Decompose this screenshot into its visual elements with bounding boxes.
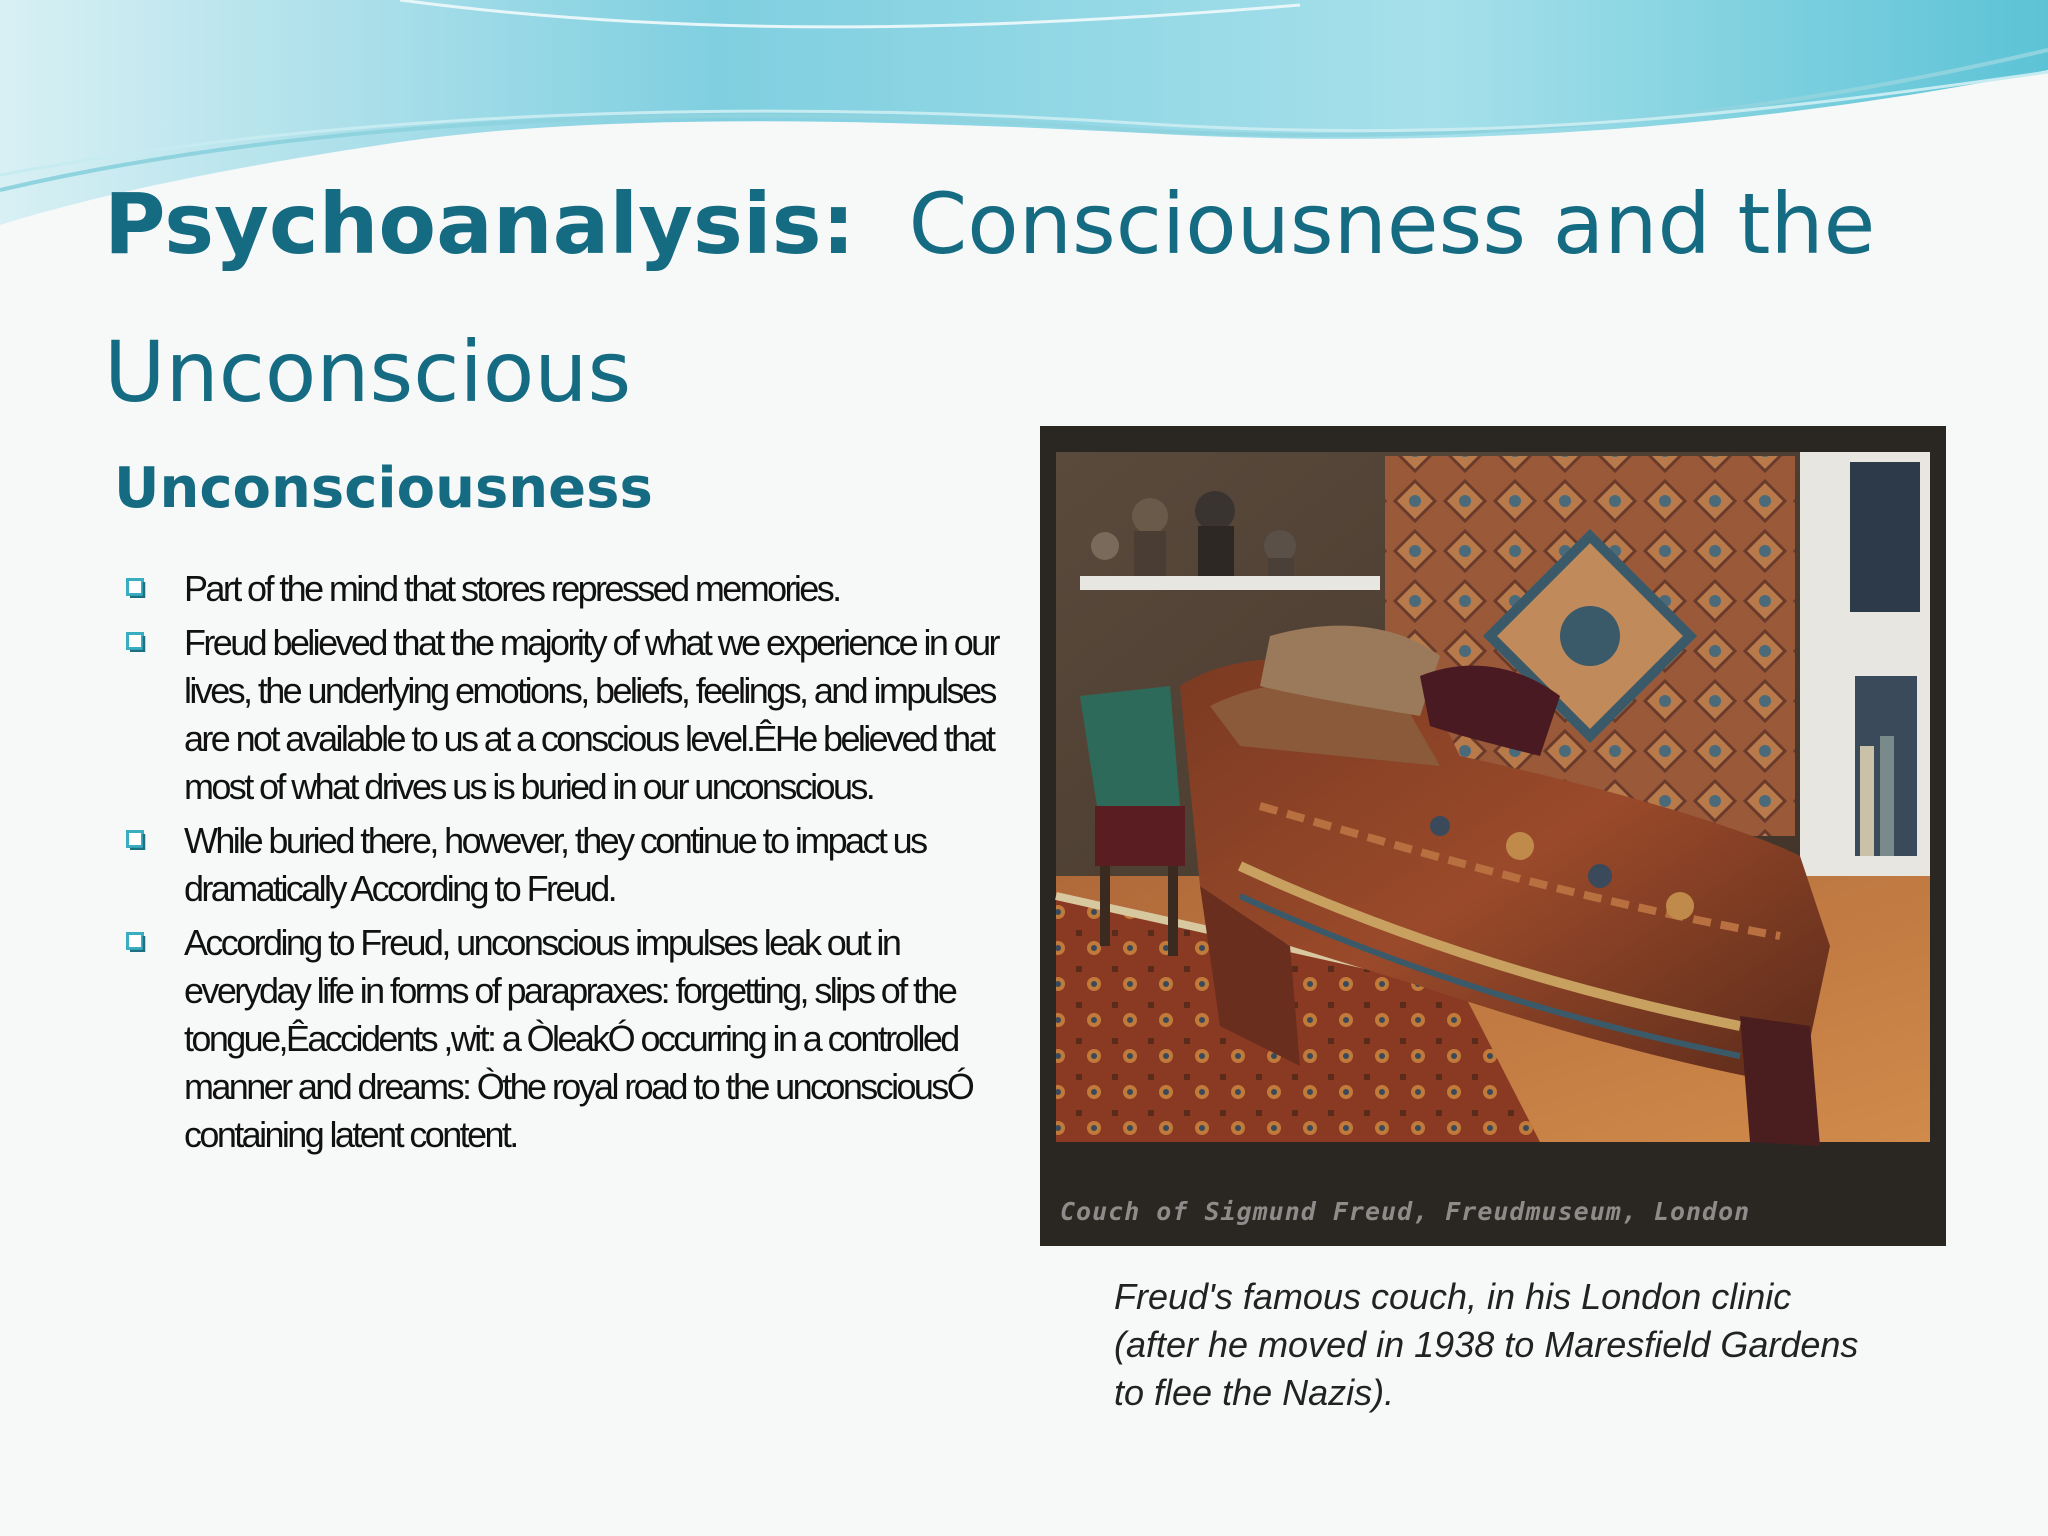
- bullet-text: While buried there, however, they continue to impact us dramatically According to Freud.: [184, 820, 926, 909]
- slide-title: [104, 150, 1904, 446]
- bullet-text: Part of the mind that stores repressed memories.: [184, 568, 840, 609]
- photo-overlay-caption: Couch of Sigmund Freud, Freudmuseum, London: [1060, 1197, 1751, 1226]
- bullet-text: According to Freud, unconscious impulses leak out in everyday life in forms of parapraxes: forgetting, slips of the tongue,Êaccidents ,wit: a ÒleakÓ occurring in a controlled manner and dreams: Òthe royal road to the unconsciousÓ containing latent content.: [184, 922, 973, 1155]
- bullet-list: [126, 565, 1006, 1165]
- bullet-item: [126, 919, 1006, 1159]
- bullet-item: [126, 565, 1006, 613]
- bullet-item: [126, 619, 1006, 811]
- bullet-item: [126, 817, 1006, 913]
- title-bold: Psychoanalysis:: [104, 175, 856, 273]
- square-bullet-icon: [126, 632, 146, 652]
- square-bullet-icon: [126, 578, 146, 598]
- couch-photo: [1040, 426, 1946, 1246]
- photo-caption: Freud's famous couch, in his London clinic (after he moved in 1938 to Maresfield Gardens to flee the Nazis).: [1114, 1276, 1859, 1413]
- title-rest: Consciousness and the Unconscious: [104, 175, 1876, 421]
- square-bullet-icon: [126, 830, 146, 850]
- couch-photo-illustration: [1040, 426, 1946, 1246]
- section-heading: Unconsciousness: [114, 456, 653, 521]
- square-bullet-icon: [126, 932, 146, 952]
- bullet-text: Freud believed that the majority of what we experience in our lives, the underlying emotions, beliefs, feelings, and impulses are not available to us at a conscious level.ÊHe believed that most of what drives us is buried in our unconscious.: [184, 622, 998, 807]
